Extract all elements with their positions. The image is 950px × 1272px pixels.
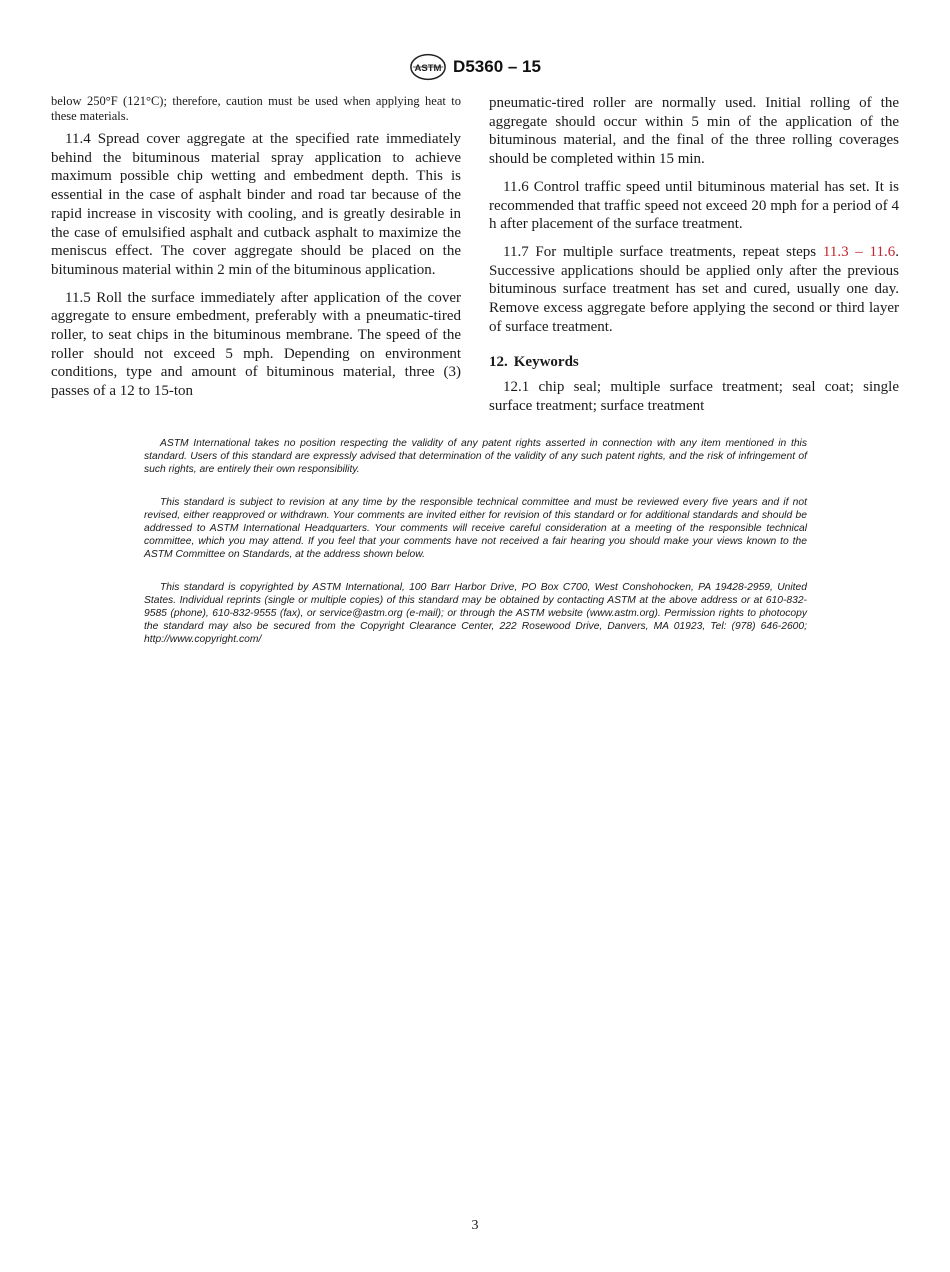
section-title: Keywords xyxy=(513,354,579,371)
paragraph-11-4: 11.4 Spread cover aggregate at the specified rate immediately behind the bituminous material spray application to achieve maximum possible chip wetting and embedment depth. This is essential in the case of asphalt binder and road tar because of the rapid increase in viscosity with cooling, and is greatly desirable in the case of emulsified asphalt and cutback asphalt to maximize the meniscus effect. The cover aggregate should be placed on the bituminous material within 2 min of the bituminous application. xyxy=(51,131,461,278)
revision-notice: This standard is subject to revision at any time by the responsible technical committee and must be reviewed every five years and if not revised, either reapproved or withdrawn. Your comments are invited either for revision of this standard or for additional standards and should be addressed to ASTM International Headquarters. Your comments will receive careful consideration at a meeting of the responsible technical committee, which you may attend. If you feel that your comments have not received a fair hearing you should make your views known to the ASTM Committee on Standards, at the address shown below. xyxy=(144,496,807,561)
legal-notices xyxy=(144,437,807,666)
section-heading-keywords xyxy=(489,354,899,371)
astm-logo-icon xyxy=(409,52,447,82)
paragraph-11-5: 11.5 Roll the surface immediately after application of the cover aggregate to ensure embedment, preferably with a pneumatic-tired roller, to seat chips in the bituminous membrane. The speed of the roller should not exceed 5 mph. Depending on environment conditions, type and amount of bituminous material, three (3) passes of a 12 to 15-ton xyxy=(51,289,461,400)
paragraph-11-7 xyxy=(489,243,899,337)
right-column xyxy=(489,94,899,425)
paragraph-11-6: 11.6 Control traffic speed until bituminous material has set. It is recommended that traffic speed not exceed 20 mph for a period of 4 h after placement of the surface treatment. xyxy=(489,178,899,233)
patent-notice: ASTM International takes no position respecting the validity of any patent rights asserted in connection with any item mentioned in this standard. Users of this standard are expressly advised that determination of the validity of any such patent rights, and the risk of infringement of such rights, are entirely their own responsibility. xyxy=(144,438,807,476)
paragraph-11-7-text: 11.7 For multiple surface treatments, repeat steps xyxy=(503,243,823,260)
section-number: 12. xyxy=(489,354,508,371)
paragraph-continued: pneumatic-tired roller are normally used. Initial rolling of the aggregate should occur within 5 min of the application of the bituminous material, and the final of the three rolling coverages should be completed within 15 min. xyxy=(489,95,899,168)
logo-text: ASTM xyxy=(414,62,442,74)
page-number: 3 xyxy=(471,1218,479,1233)
paragraph-12-1: 12.1 chip seal; multiple surface treatment; seal coat; single surface treatment; surface treatment xyxy=(489,379,899,415)
document-id: D5360 – 15 xyxy=(453,57,541,76)
cross-reference-link[interactable]: 11.3 – 11.6 xyxy=(822,243,896,260)
paragraph-continued: below 250°F (121°C); therefore, caution must be used when applying heat to these materials. xyxy=(51,94,461,123)
copyright-notice: This standard is copyrighted by ASTM International, 100 Barr Harbor Drive, PO Box C700, West Conshohocken, PA 19428-2959, United States. Individual reprints (single or multiple copies) of this standard may be obtained by contacting ASTM at the above address or at 610-832-9585 (phone), 610-832-9555 (fax), or service@astm.org (e-mail); or through the ASTM website (www.astm.org). Permission rights to photocopy the standard may also be secured from the Copyright Clearance Center, 222 Rosewood Drive, Danvers, MA 01923, Tel: (978) 646-2600; http://www.copyright.com/ xyxy=(144,581,807,646)
page-header xyxy=(0,52,950,82)
left-column xyxy=(51,94,461,410)
paragraph-11-7-text-end: . Successive applications should be applied only after the previous bituminous surface treatment has set and cured, usually one day. Remove excess aggregate before applying the second or third layer of surface treatment. xyxy=(489,243,899,335)
